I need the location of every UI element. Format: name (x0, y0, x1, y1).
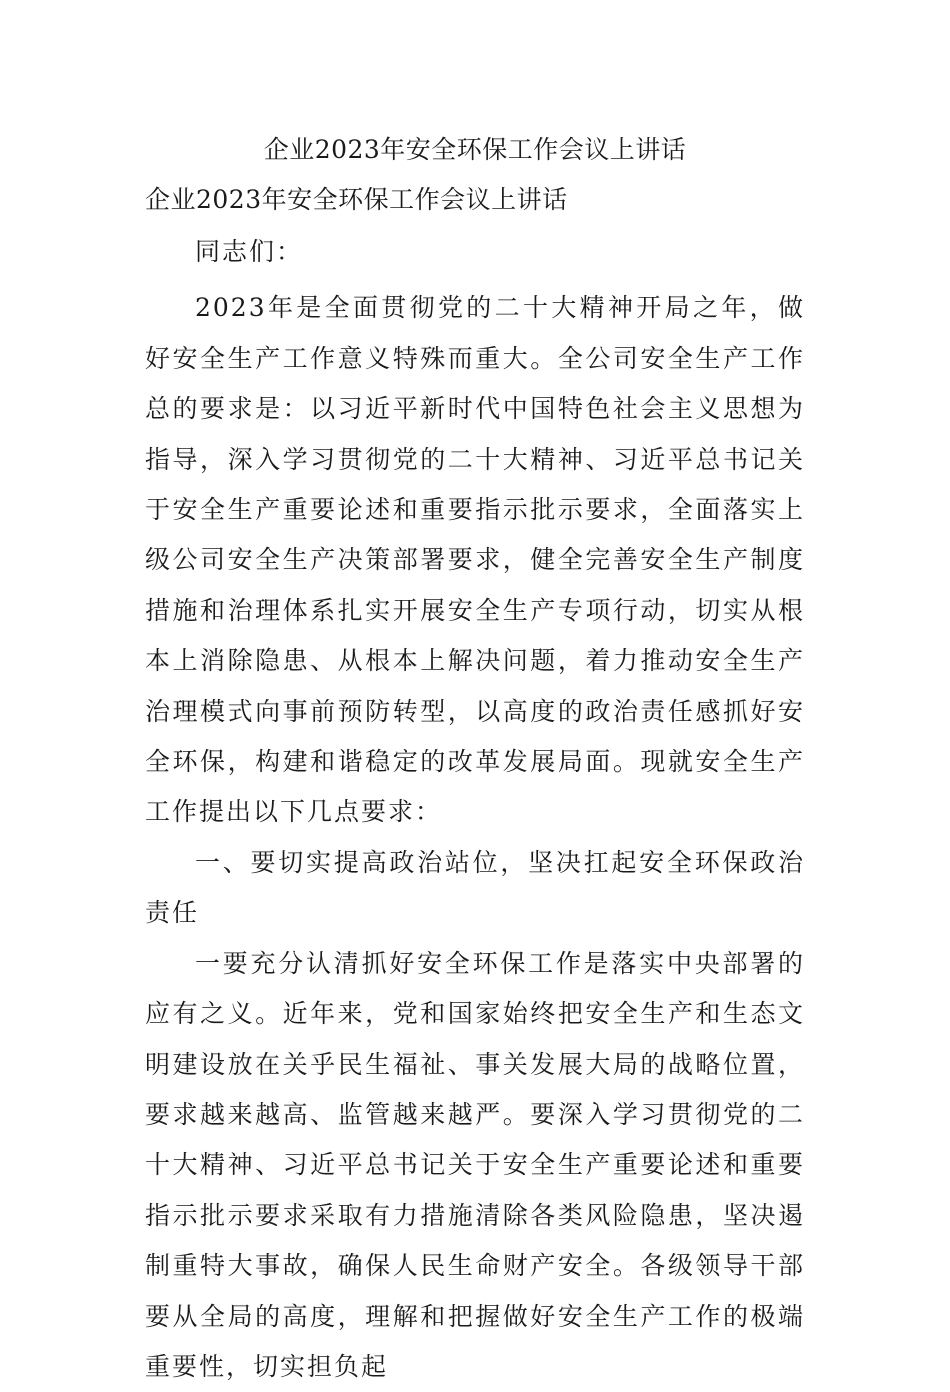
paragraph-intro: 2023年是全面贯彻党的二十大精神开局之年，做好安全生产工作意义特殊而重大。全公司安全生产工作总的要求是：以习近平新时代中国特色社会主义思想为指导，深入学习贯彻党的二十大精神、习近平总书记关于安全生产重要论述和重要指示批示要求，全面落实上级公司安全生产决策部署要求，健全完善安全生产制度措施和治理体系扎实开展安全生产专项行动，切实从根本上消除隐患、从根本上解决问题，着力推动安全生产治理模式向事前预防转型，以高度的政治责任感抓好安全环保，构建和谐稳定的改革发展局面。现就安全生产工作提出以下几点要求： (145, 293, 805, 827)
paragraph-section-1: 一要充分认清抓好安全环保工作是落实中央部署的应有之义。近年来，党和国家始终把安全生产和生态文明建设放在关乎民生福祉、事关发展大局的战略位置，要求越来越高、监管越来越严。要深入学习贯彻党的二十大精神、习近平总书记关于安全生产重要论述和重要指示批示要求采取有力措施清除各类风险隐患，坚决遏制重特大事故，确保人民生命财产安全。各级领导干部要从全局的高度，理解和把握做好安全生产工作的极端重要性，切实担负起 (145, 948, 805, 1381)
document-subtitle: 企业2023年安全环保工作会议上讲话 (145, 185, 568, 214)
greeting: 同志们： (195, 237, 304, 266)
document-body (145, 227, 805, 1392)
section-heading-1: 一、要切实提高政治站位，坚决扛起安全环保政治责任 (145, 847, 805, 928)
document-title: 企业2023年安全环保工作会议上讲话 (263, 135, 687, 164)
